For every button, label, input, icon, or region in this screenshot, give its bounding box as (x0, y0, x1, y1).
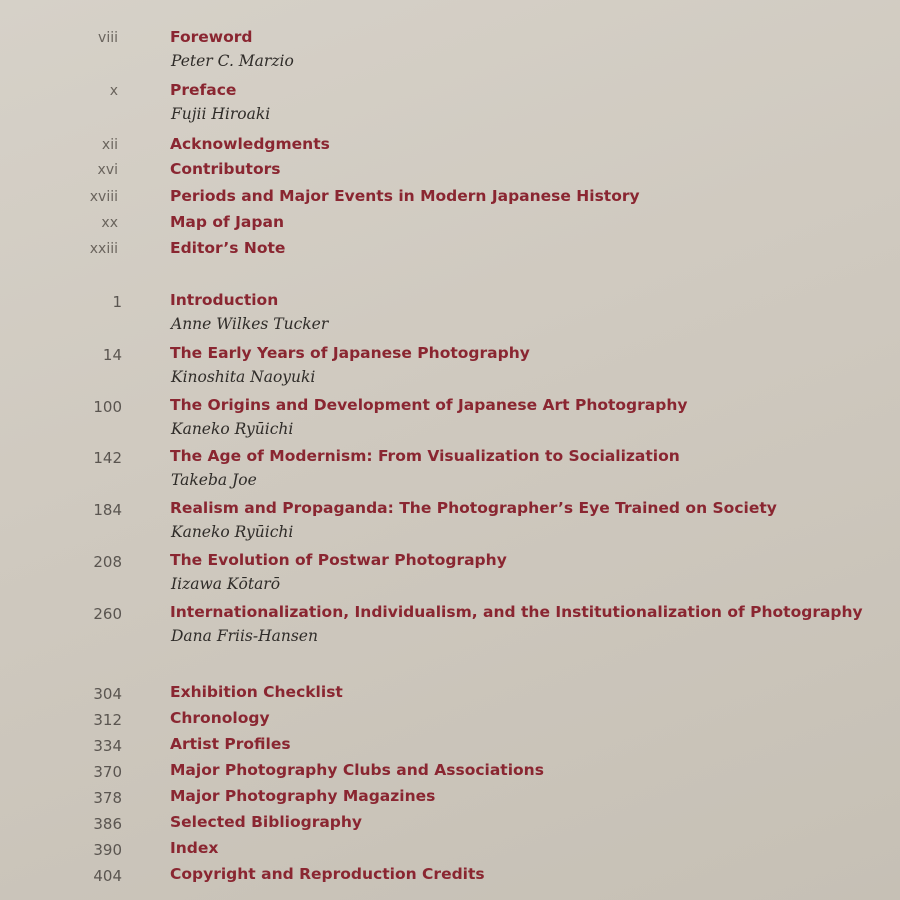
entry-author: Kaneko Ryūichi (171, 420, 294, 438)
entry-title: The Early Years of Japanese Photography (170, 344, 530, 362)
entry-title: Realism and Propaganda: The Photographer’s Eye Trained on Society (170, 499, 777, 517)
page-number: 100 (93, 398, 122, 416)
entry-title: Selected Bibliography (170, 813, 363, 831)
entry-title: Index (170, 839, 219, 857)
entry-title: Preface (170, 81, 237, 99)
page-number: xvi (97, 162, 118, 178)
page-number: 370 (93, 763, 122, 781)
entry-title: Acknowledgments (170, 135, 330, 153)
page-number: 386 (93, 815, 122, 833)
page-number: 184 (93, 501, 122, 519)
entry-author: Kaneko Ryūichi (171, 523, 294, 541)
entry-title: Chronology (170, 709, 270, 727)
entry-author: Peter C. Marzio (171, 52, 294, 70)
entry-author: Iizawa Kōtarō (171, 575, 281, 593)
entry-title: Periods and Major Events in Modern Japanese History (170, 187, 640, 205)
page-number: 404 (93, 867, 122, 885)
page-number: xx (101, 215, 118, 231)
entry-title: Contributors (170, 160, 281, 178)
page-number: 14 (102, 346, 122, 364)
entry-author: Kinoshita Naoyuki (171, 368, 316, 386)
entry-title: Editor’s Note (170, 239, 286, 257)
entry-author: Fujii Hiroaki (171, 105, 271, 123)
page-number: xxiii (89, 241, 118, 257)
entry-title: Major Photography Magazines (170, 787, 436, 805)
page-number: xviii (89, 189, 118, 205)
entry-title: Foreword (170, 28, 253, 46)
page-number: 390 (93, 841, 122, 859)
page-number: 378 (93, 789, 122, 807)
entry-title: Major Photography Clubs and Associations (170, 761, 544, 779)
entry-title: Internationalization, Individualism, and the Institutionalization of Photography (170, 603, 863, 621)
page-number: 1 (112, 293, 122, 311)
page-number: x (109, 83, 118, 99)
page-number: xii (101, 137, 118, 153)
entry-author: Anne Wilkes Tucker (171, 315, 329, 333)
page-number: viii (98, 30, 118, 46)
entry-title: Map of Japan (170, 213, 284, 231)
page-number: 208 (93, 553, 122, 571)
entry-title: Artist Profiles (170, 735, 291, 753)
page-number: 334 (93, 737, 122, 755)
entry-title: The Age of Modernism: From Visualization to Socialization (170, 447, 680, 465)
entry-author: Takeba Joe (171, 471, 257, 489)
page-number: 260 (93, 605, 122, 623)
entry-title: The Evolution of Postwar Photography (170, 551, 507, 569)
entry-title: Copyright and Reproduction Credits (170, 865, 485, 883)
entry-author: Dana Friis-Hansen (171, 627, 318, 645)
page-number: 312 (93, 711, 122, 729)
entry-title: Exhibition Checklist (170, 683, 343, 701)
entry-title: The Origins and Development of Japanese Art Photography (170, 396, 688, 414)
entry-title: Introduction (170, 291, 279, 309)
page-number: 304 (93, 685, 122, 703)
page-number: 142 (93, 449, 122, 467)
